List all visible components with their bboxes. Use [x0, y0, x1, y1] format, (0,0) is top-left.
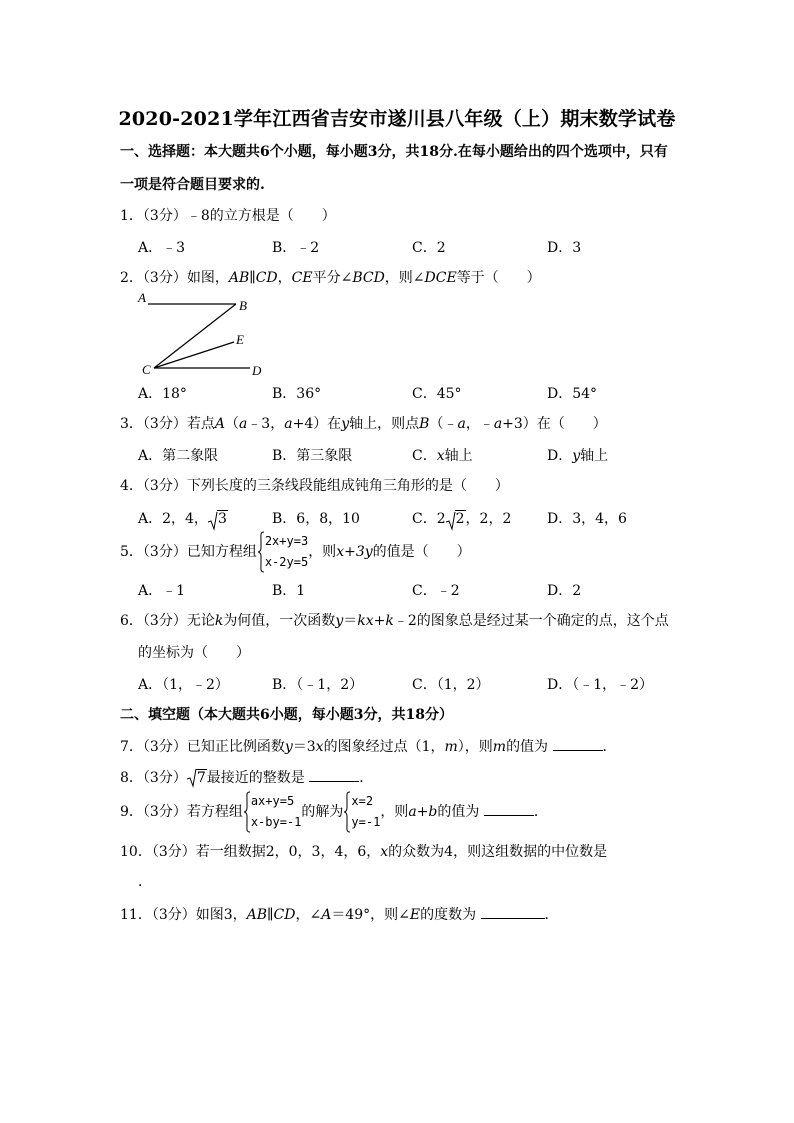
question-4-options [138, 508, 738, 528]
question-3-stem: 3．（3分）若点A（a﹣3，a+4）在y轴上，则点B（﹣a，﹣a+3）在（ ） [120, 416, 607, 432]
sqrt-symbol: 7 [187, 768, 207, 788]
option-c: C．﹣2 [412, 583, 460, 599]
question-8-stem: 8．（3分） 7最接近的整数是 ． [120, 767, 373, 788]
question-5-stem: 5．（3分）已知方程组 2x+y=3 x-2y=5 ，则x+3y的值是（ ） [120, 531, 471, 573]
label-c: C [142, 362, 151, 377]
option-d: D．y轴上 [547, 448, 609, 464]
option-b: B．第三象限 [272, 448, 353, 464]
solution-system: x=2 y=-1 [343, 791, 380, 833]
question-10-stem-line2: ． [138, 874, 152, 890]
question-6-options [138, 674, 738, 694]
label-b: B [239, 298, 247, 313]
section1-heading-line2: 一项是符合题目要求的. [120, 177, 265, 193]
sqrt-symbol: 3 [208, 511, 228, 527]
option-c: C．x轴上 [412, 448, 473, 464]
label-e: E [236, 332, 244, 347]
option-d: D．（﹣1，﹣2） [547, 677, 654, 693]
option-a: A．第二象限 [138, 448, 219, 464]
option-c: C．2 [412, 240, 446, 256]
option-d: D．3，4，6 [547, 511, 627, 527]
option-a: A．18° [138, 386, 187, 402]
answer-blank[interactable] [481, 904, 545, 919]
option-a: A．2，4， 3 [138, 511, 227, 527]
question-3-options [138, 445, 738, 465]
question-2-figure [136, 290, 276, 382]
option-b: B．（﹣1，2） [272, 677, 364, 693]
equation-system: ax+y=5 x-by=-1 [243, 791, 302, 833]
question-4-stem: 4．（3分）下列长度的三条线段能组成钝角三角形的是（ ） [120, 478, 509, 494]
section2-heading: 二、填空题（本大题共6小题，每小题3分，共18分） [120, 707, 453, 723]
question-7-stem: 7．（3分）已知正比例函数y＝3x的图象经过点（1，m），则m的值为 ． [120, 736, 617, 757]
answer-blank[interactable] [484, 801, 534, 816]
option-b: B．6，8，10 [272, 511, 360, 527]
option-c: C．（1，2） [412, 677, 490, 693]
option-a: A．﹣1 [138, 583, 186, 599]
option-b: B．1 [272, 583, 306, 599]
option-d: D．2 [547, 583, 582, 599]
label-d: D [252, 363, 262, 378]
option-a: A．﹣3 [138, 240, 186, 256]
page-title: 2020-2021学年江西省吉安市遂川县八年级（上）期末数学试卷 [118, 108, 676, 130]
question-2-options [138, 383, 738, 403]
option-b: B．﹣2 [272, 240, 320, 256]
option-d: D．3 [547, 240, 582, 256]
option-b: B．36° [272, 386, 322, 402]
question-11-stem: 11．（3分）如图3，AB∥CD，∠A＝49°，则∠E的度数为 ． [120, 904, 559, 925]
question-5-options [138, 580, 738, 600]
option-d: D．54° [547, 386, 598, 402]
label-a: A [138, 290, 146, 305]
line-bc [154, 304, 236, 368]
question-2-stem: 2．（3分）如图，AB∥CD，CE平分∠BCD，则∠DCE等于（ ） [120, 270, 541, 286]
sqrt-symbol: 2 [446, 511, 466, 527]
option-c: C．45° [412, 386, 462, 402]
question-6-stem-line2: 的坐标为（ ） [138, 645, 250, 661]
option-a: A．（1，﹣2） [138, 677, 229, 693]
question-9-stem: 9．（3分）若方程组 ax+y=5 x-by=-1 的解为 x=2 y=-1 ，则a+b的值为 ． [120, 791, 548, 833]
question-6-stem-line1: 6．（3分）无论k为何值，一次函数y＝kx+k﹣2的图象总是经过某一个确定的点，这个点 [120, 613, 669, 629]
equation-system: 2x+y=3 x-2y=5 [257, 531, 308, 573]
question-1-options [138, 237, 738, 257]
section1-heading-line1: 一、选择题：本大题共6个小题，每小题3分，共18分.在每小题给出的四个选项中，只有 [120, 144, 668, 160]
line-ce [154, 342, 234, 368]
answer-blank[interactable] [553, 736, 603, 751]
question-1-stem: 1．（3分）﹣8的立方根是（ ） [120, 208, 336, 224]
option-c: C．2 2，2，2 [412, 511, 512, 527]
answer-blank[interactable] [309, 767, 359, 782]
question-10-stem-line1: 10．（3分）若一组数据2，0，3，4，6，x的众数为4，则这组数据的中位数是 [120, 844, 608, 860]
